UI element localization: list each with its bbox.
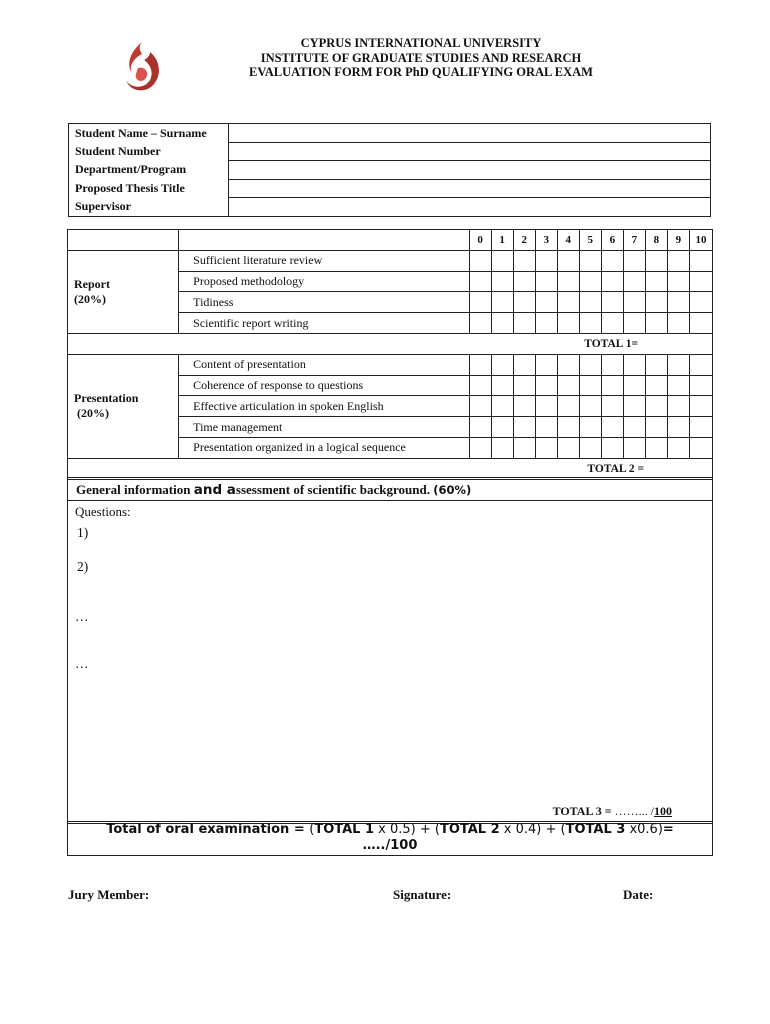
score-cell[interactable] bbox=[513, 396, 535, 417]
score-cell[interactable] bbox=[645, 250, 667, 271]
score-cell[interactable] bbox=[645, 437, 667, 458]
general-section-title bbox=[68, 478, 712, 501]
score-cell[interactable] bbox=[601, 354, 623, 375]
formula-part: ( bbox=[309, 822, 315, 837]
score-cell[interactable] bbox=[623, 437, 645, 458]
question-1[interactable]: 1) bbox=[77, 525, 89, 540]
questions-label: Questions: bbox=[75, 504, 131, 519]
score-4: 4 bbox=[557, 230, 579, 251]
score-cell[interactable] bbox=[579, 375, 601, 396]
score-cell[interactable] bbox=[491, 313, 513, 334]
presentation-criterion: Presentation organized in a logical sequence bbox=[179, 437, 469, 458]
report-total-row bbox=[68, 333, 713, 354]
total-3-max: 100 bbox=[654, 804, 672, 818]
oral-examination-total bbox=[67, 821, 713, 856]
score-cell[interactable] bbox=[601, 396, 623, 417]
score-cell[interactable] bbox=[491, 292, 513, 313]
score-cell[interactable] bbox=[601, 313, 623, 334]
score-cell[interactable] bbox=[491, 396, 513, 417]
student-number-label: Student Number bbox=[69, 142, 229, 161]
info-row bbox=[69, 179, 711, 198]
formula-part: x 0.5) + ( bbox=[374, 822, 440, 837]
score-cell[interactable] bbox=[623, 313, 645, 334]
score-cell[interactable] bbox=[535, 250, 557, 271]
total-3-blank[interactable]: ……... / bbox=[614, 804, 654, 818]
score-cell[interactable] bbox=[469, 396, 491, 417]
form-header bbox=[190, 36, 652, 80]
question-2[interactable]: 2) bbox=[77, 559, 89, 574]
thesis-title-label: Proposed Thesis Title bbox=[69, 179, 229, 198]
formula-total-3: TOTAL 3 bbox=[565, 822, 626, 837]
score-cell[interactable] bbox=[557, 396, 579, 417]
score-cell[interactable] bbox=[535, 437, 557, 458]
form-title: EVALUATION FORM FOR PhD QUALIFYING ORAL EXAM bbox=[248, 65, 593, 79]
score-cell[interactable] bbox=[513, 354, 535, 375]
presentation-criterion: Coherence of response to questions bbox=[179, 375, 469, 396]
score-cell[interactable] bbox=[579, 313, 601, 334]
score-cell[interactable] bbox=[491, 437, 513, 458]
presentation-total-row bbox=[68, 458, 713, 479]
score-cell[interactable] bbox=[579, 292, 601, 313]
score-cell[interactable] bbox=[535, 292, 557, 313]
presentation-criterion: Time management bbox=[179, 417, 469, 438]
score-cell[interactable] bbox=[557, 250, 579, 271]
score-cell[interactable] bbox=[667, 437, 689, 458]
info-row bbox=[69, 124, 711, 143]
score-10: 10 bbox=[689, 230, 712, 251]
supervisor-field[interactable] bbox=[229, 198, 711, 217]
score-cell[interactable] bbox=[579, 250, 601, 271]
score-cell[interactable] bbox=[491, 250, 513, 271]
score-cell[interactable] bbox=[667, 375, 689, 396]
score-7: 7 bbox=[623, 230, 645, 251]
score-cell[interactable] bbox=[557, 375, 579, 396]
score-cell[interactable] bbox=[491, 375, 513, 396]
score-cell[interactable] bbox=[623, 292, 645, 313]
student-name-label: Student Name – Surname bbox=[69, 124, 229, 143]
score-cell[interactable] bbox=[513, 417, 535, 438]
score-cell[interactable] bbox=[557, 354, 579, 375]
score-6: 6 bbox=[601, 230, 623, 251]
student-number-field[interactable] bbox=[229, 142, 711, 161]
score-cell[interactable] bbox=[601, 250, 623, 271]
score-cell[interactable] bbox=[689, 292, 712, 313]
presentation-criterion: Content of presentation bbox=[179, 354, 469, 375]
score-cell[interactable] bbox=[689, 313, 712, 334]
score-cell[interactable] bbox=[513, 271, 535, 292]
score-8: 8 bbox=[645, 230, 667, 251]
formula-total-1: TOTAL 1 bbox=[314, 822, 375, 837]
score-cell[interactable] bbox=[667, 292, 689, 313]
score-cell[interactable] bbox=[645, 396, 667, 417]
score-cell[interactable] bbox=[623, 271, 645, 292]
university-name: CYPRUS INTERNATIONAL UNIVERSITY bbox=[300, 36, 542, 50]
score-cell[interactable] bbox=[623, 396, 645, 417]
report-label: Report bbox=[74, 276, 110, 291]
score-cell[interactable] bbox=[623, 375, 645, 396]
report-row bbox=[68, 250, 713, 271]
question-ellipsis: … bbox=[75, 656, 89, 671]
empty-cell bbox=[179, 230, 469, 251]
score-cell[interactable] bbox=[667, 354, 689, 375]
score-cell[interactable] bbox=[579, 354, 601, 375]
score-cell[interactable] bbox=[557, 417, 579, 438]
date-label: Date: bbox=[623, 887, 654, 902]
score-0: 0 bbox=[469, 230, 491, 251]
general-title-part: and a bbox=[193, 482, 236, 498]
score-cell[interactable] bbox=[689, 250, 712, 271]
score-cell[interactable] bbox=[535, 354, 557, 375]
info-row bbox=[69, 142, 711, 161]
score-cell[interactable] bbox=[645, 313, 667, 334]
presentation-criterion: Effective articulation in spoken English bbox=[179, 396, 469, 417]
score-cell[interactable] bbox=[535, 313, 557, 334]
formula-equals: = bbox=[662, 822, 674, 837]
score-cell[interactable] bbox=[491, 417, 513, 438]
score-cell[interactable] bbox=[491, 271, 513, 292]
score-cell[interactable] bbox=[645, 375, 667, 396]
score-cell[interactable] bbox=[689, 437, 712, 458]
score-5: 5 bbox=[579, 230, 601, 251]
presentation-section-label bbox=[68, 354, 179, 458]
formula-total-2: TOTAL 2 bbox=[439, 822, 500, 837]
department-label: Department/Program bbox=[69, 161, 229, 180]
signature-label: Signature: bbox=[393, 887, 452, 902]
presentation-weight: (20%) bbox=[74, 406, 109, 421]
score-cell[interactable] bbox=[667, 313, 689, 334]
formula-part: x0.6) bbox=[625, 822, 663, 837]
report-criterion: Proposed methodology bbox=[179, 271, 469, 292]
general-title-part: ssessment of scientific background. bbox=[235, 482, 434, 497]
score-cell[interactable] bbox=[513, 437, 535, 458]
oral-total-label: Total of oral examination = bbox=[106, 822, 310, 837]
score-cell[interactable] bbox=[513, 313, 535, 334]
score-cell[interactable] bbox=[557, 271, 579, 292]
score-header-row bbox=[68, 230, 713, 251]
student-name-field[interactable] bbox=[229, 124, 711, 143]
presentation-total: TOTAL 2 = bbox=[68, 458, 713, 479]
score-cell[interactable] bbox=[469, 375, 491, 396]
score-cell[interactable] bbox=[645, 271, 667, 292]
general-assessment-section bbox=[67, 477, 713, 824]
score-cell[interactable] bbox=[623, 354, 645, 375]
score-cell[interactable] bbox=[557, 437, 579, 458]
report-total: TOTAL 1= bbox=[68, 333, 713, 354]
score-9: 9 bbox=[667, 230, 689, 251]
supervisor-label: Supervisor bbox=[69, 198, 229, 217]
thesis-title-field[interactable] bbox=[229, 179, 711, 198]
score-cell[interactable] bbox=[491, 354, 513, 375]
score-cell[interactable] bbox=[557, 313, 579, 334]
score-cell[interactable] bbox=[579, 271, 601, 292]
score-cell[interactable] bbox=[469, 292, 491, 313]
info-row bbox=[69, 161, 711, 180]
score-cell[interactable] bbox=[667, 396, 689, 417]
oral-formula bbox=[68, 822, 712, 838]
score-cell[interactable] bbox=[689, 354, 712, 375]
student-info-table bbox=[68, 123, 711, 217]
empty-cell bbox=[68, 230, 179, 251]
score-3: 3 bbox=[535, 230, 557, 251]
score-cell[interactable] bbox=[601, 375, 623, 396]
score-1: 1 bbox=[491, 230, 513, 251]
general-weight: (60%) bbox=[433, 483, 472, 497]
info-row bbox=[69, 198, 711, 217]
score-cell[interactable] bbox=[557, 292, 579, 313]
score-cell[interactable] bbox=[601, 271, 623, 292]
score-cell[interactable] bbox=[645, 354, 667, 375]
score-cell[interactable] bbox=[513, 250, 535, 271]
department-field[interactable] bbox=[229, 161, 711, 180]
institute-name: INSTITUTE OF GRADUATE STUDIES AND RESEARCH bbox=[260, 50, 582, 65]
question-ellipsis: … bbox=[75, 609, 89, 624]
score-cell[interactable] bbox=[689, 271, 712, 292]
score-cell[interactable] bbox=[689, 396, 712, 417]
formula-part: x 0.4) + ( bbox=[499, 822, 566, 837]
score-cell[interactable] bbox=[469, 271, 491, 292]
report-criterion: Scientific report writing bbox=[179, 313, 469, 334]
score-cell[interactable] bbox=[469, 313, 491, 334]
presentation-row bbox=[68, 354, 713, 375]
presentation-label: Presentation bbox=[74, 391, 139, 406]
score-cell[interactable] bbox=[689, 375, 712, 396]
report-weight: (20%) bbox=[74, 291, 106, 306]
score-cell[interactable] bbox=[645, 417, 667, 438]
score-cell[interactable] bbox=[645, 292, 667, 313]
oral-result-value[interactable]: …../100 bbox=[362, 838, 418, 853]
total-3 bbox=[553, 804, 672, 819]
jury-member-label: Jury Member: bbox=[68, 887, 150, 902]
score-cell[interactable] bbox=[667, 271, 689, 292]
score-cell[interactable] bbox=[689, 417, 712, 438]
score-cell[interactable] bbox=[535, 417, 557, 438]
score-cell[interactable] bbox=[535, 396, 557, 417]
score-cell[interactable] bbox=[623, 417, 645, 438]
score-cell[interactable] bbox=[579, 437, 601, 458]
general-title-part: General information bbox=[76, 482, 194, 497]
score-2: 2 bbox=[513, 230, 535, 251]
report-section-label bbox=[68, 250, 179, 333]
score-cell[interactable] bbox=[601, 292, 623, 313]
score-cell[interactable] bbox=[513, 375, 535, 396]
score-cell[interactable] bbox=[535, 271, 557, 292]
score-cell[interactable] bbox=[579, 396, 601, 417]
report-criterion: Sufficient literature review bbox=[179, 250, 469, 271]
oral-result bbox=[68, 838, 712, 854]
score-cell[interactable] bbox=[667, 250, 689, 271]
score-cell[interactable] bbox=[535, 375, 557, 396]
score-cell[interactable] bbox=[469, 417, 491, 438]
score-cell[interactable] bbox=[513, 292, 535, 313]
score-cell[interactable] bbox=[469, 354, 491, 375]
report-criterion: Tidiness bbox=[179, 292, 469, 313]
university-flame-logo-icon bbox=[120, 38, 170, 96]
score-cell[interactable] bbox=[667, 417, 689, 438]
score-cell[interactable] bbox=[601, 417, 623, 438]
score-table bbox=[67, 229, 713, 480]
total-3-label: TOTAL 3 = bbox=[552, 804, 615, 818]
score-cell[interactable] bbox=[601, 437, 623, 458]
score-cell[interactable] bbox=[623, 250, 645, 271]
score-cell[interactable] bbox=[469, 437, 491, 458]
score-cell[interactable] bbox=[469, 250, 491, 271]
score-cell[interactable] bbox=[579, 417, 601, 438]
